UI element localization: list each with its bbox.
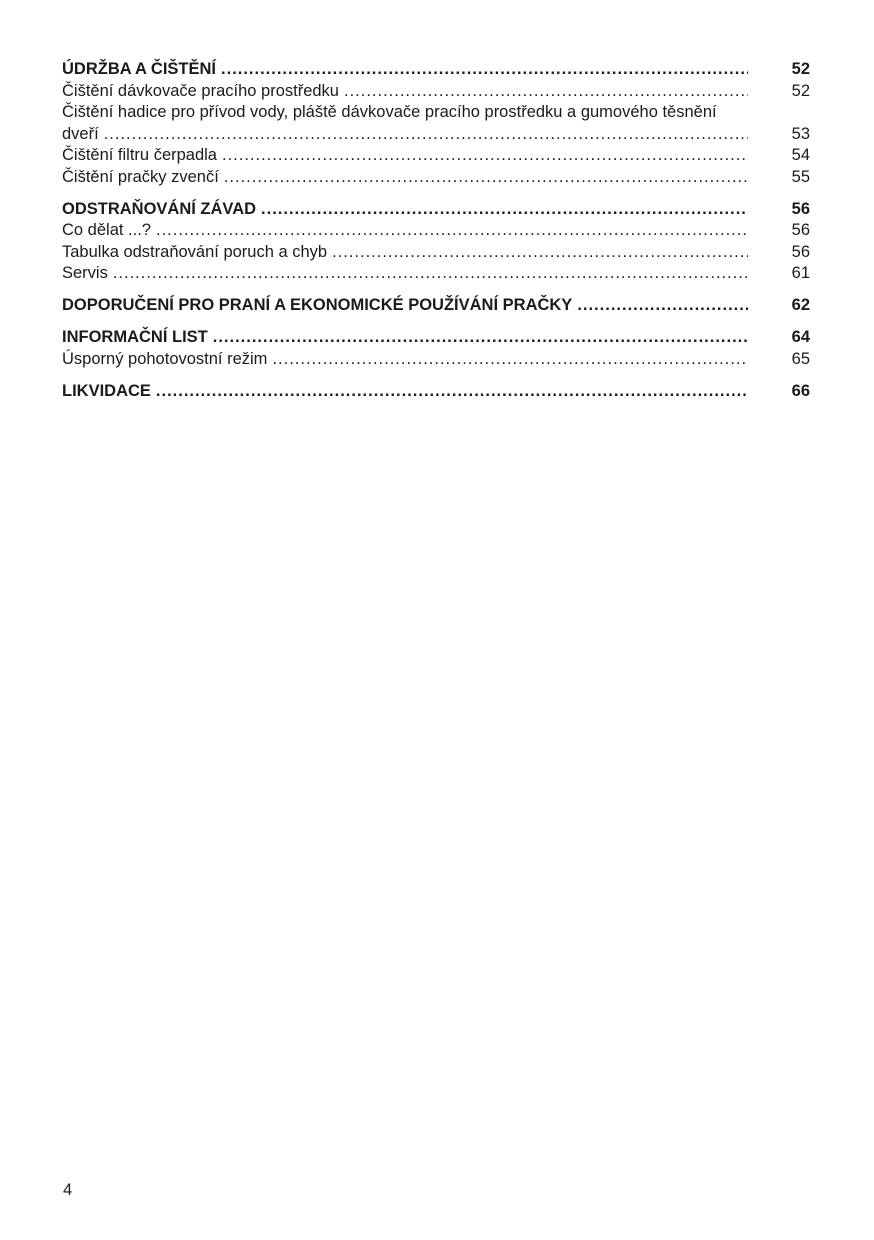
toc-entry-page: 66 (791, 381, 810, 400)
toc-entry-label: Čištění filtru čerpadla (62, 146, 217, 164)
toc-entry-label: dveří (62, 124, 99, 143)
toc-entry (62, 349, 810, 371)
toc-entry-label: Čištění hadice pro přívod vody, pláště dávkovače pracího prostředku a gumového těsnění (62, 103, 717, 121)
toc-entry (62, 242, 810, 264)
toc-entry (62, 145, 810, 167)
toc-entry-page: 54 (791, 146, 810, 164)
dot-leader (221, 59, 748, 81)
toc-entry (62, 102, 810, 124)
dot-leader (156, 381, 748, 403)
toc-entry-page: 56 (791, 199, 810, 218)
dot-leader (332, 242, 748, 264)
toc-entry-label: Tabulka odstraňování poruch a chyb (62, 242, 328, 261)
toc-entry (62, 381, 810, 403)
toc-entry-page: 61 (791, 264, 810, 282)
toc-entry-page: 52 (791, 81, 810, 100)
dot-leader (272, 349, 748, 371)
toc-entry-page: 64 (791, 328, 810, 346)
toc-entry-page: 56 (791, 221, 810, 239)
dot-leader (104, 124, 748, 146)
toc-entry (62, 199, 810, 221)
toc-entry (62, 124, 810, 146)
toc-entry-page: 62 (791, 296, 810, 314)
toc-entry-label: ÚDRŽBA A ČIŠTĚNÍ (62, 60, 216, 78)
toc-entry (62, 263, 810, 285)
toc-entry-label: INFORMAČNÍ LIST (62, 328, 208, 346)
toc-entry-page: 55 (791, 167, 810, 186)
toc-entry-label: LIKVIDACE (62, 381, 151, 400)
table-of-contents (62, 59, 810, 402)
toc-entry-label: DOPORUČENÍ PRO PRANÍ A EKONOMICKÉ POUŽÍVÁNÍ PRAČKY (62, 296, 573, 314)
toc-entry (62, 167, 810, 189)
toc-entry-page: 56 (791, 242, 810, 261)
toc-entry-page: 53 (791, 124, 810, 143)
toc-entry-label: Čištění dávkovače pracího prostředku (62, 81, 339, 100)
page-number: 4 (63, 1181, 73, 1199)
dot-leader (213, 327, 748, 349)
dot-leader (577, 295, 748, 317)
dot-leader (344, 81, 748, 103)
dot-leader (224, 167, 748, 189)
toc-entry (62, 295, 810, 317)
dot-leader (113, 263, 748, 285)
toc-entry (62, 81, 810, 103)
toc-entry-label: Co dělat ...? (62, 221, 151, 239)
toc-entry-page: 65 (791, 349, 810, 368)
toc-entry (62, 220, 810, 242)
dot-leader (222, 145, 748, 167)
dot-leader (156, 220, 748, 242)
dot-leader (261, 199, 748, 221)
toc-entry (62, 327, 810, 349)
toc-entry-page: 52 (791, 60, 810, 78)
toc-entry-label: ODSTRAŇOVÁNÍ ZÁVAD (62, 199, 257, 218)
toc-entry-label: Servis (62, 264, 108, 282)
toc-entry-label: Čištění pračky zvenčí (62, 167, 219, 186)
toc-entry (62, 59, 810, 81)
toc-entry-label: Úsporný pohotovostní režim (62, 349, 268, 368)
